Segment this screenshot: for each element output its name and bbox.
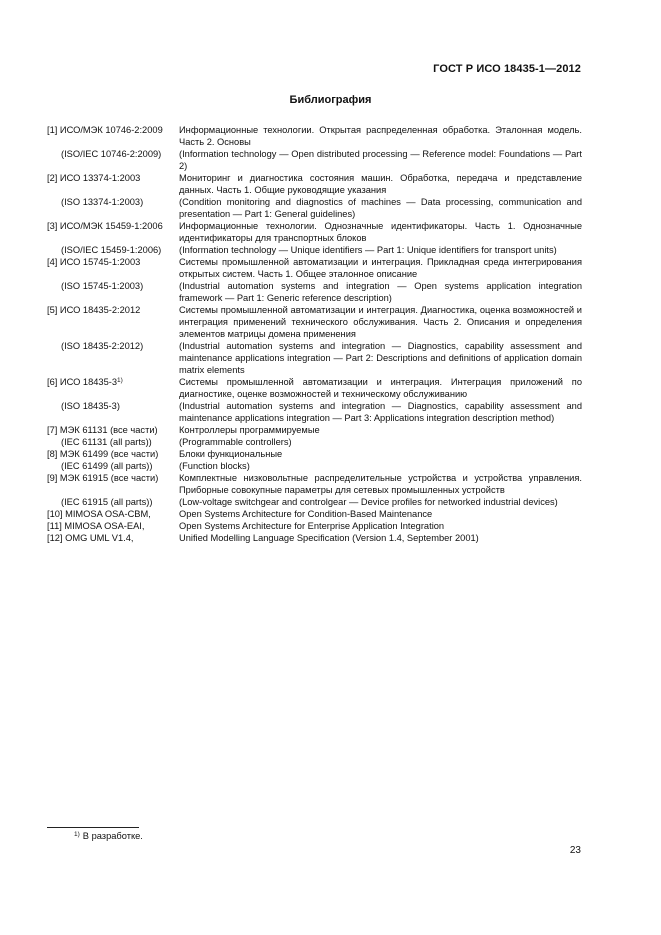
bibliography-entry [47,256,582,280]
bibliography-entry [47,124,582,148]
entry-reference-text: [6] ИСО 18435-3 [47,377,118,387]
bibliography-entry [47,496,582,508]
bibliography-entry [47,244,582,256]
bibliography-entry [47,424,582,436]
entry-title: (Information technology — Open distributed processing — Reference model: Foundations — Part 2) [179,149,582,171]
entry-title: Информационные технологии. Однозначные идентификаторы. Часть 1. Однозначные идентификаторы для транспортных блоков [179,221,582,243]
entry-title: Системы промышленной автоматизации и интеграция. Диагностика, оценка возможностей и интеграция применений технического обслуживания. Часть 2. Описания и определения элементов матрицы домена применения [179,305,582,339]
standard-designation: ГОСТ Р ИСО 18435-1—2012 [433,63,581,75]
bibliography-entry [47,304,582,340]
entry-reference-text: (IEC 61499 (all parts)) [61,461,153,471]
entry-reference-text: [3] ИСО/МЭК 15459-1:2006 [47,221,163,231]
footnote-mark: 1) [74,831,80,838]
entry-reference-text: (IEC 61131 (all parts)) [61,437,152,447]
entry-reference [47,196,179,220]
entry-title: (Function blocks) [179,461,250,471]
entry-reference-text: (ISO/IEC 10746-2:2009) [61,149,162,159]
entry-title: (Industrial automation systems and integration — Diagnostics, capability assessment and maintenance applications integration — Part 2: Descriptions and definitions of application domain matrix elements [179,341,582,375]
entry-reference-text: [10] MIMOSA OSA-CBM, [47,509,151,519]
page-number: 23 [569,845,581,856]
entry-reference [47,280,179,304]
entry-title: Системы промышленной автоматизации и интеграция. Интеграция приложений по диагностике, оценке возможностей и техническому обслуживанию [179,377,582,399]
bibliography-entry [47,436,582,448]
entry-reference [47,172,179,196]
entry-title: (Industrial automation systems and integration — Diagnostics, capability assessment and maintenance applications integration — Part 3: Applications integration description method) [179,401,582,423]
footnote-reference-mark: 1) [117,377,123,384]
entry-title: Системы промышленной автоматизации и интеграция. Прикладная среда интегрирования открытых систем. Часть 1. Общее эталонное описание [179,257,582,279]
entry-title: Контроллеры программируемые [179,425,320,435]
bibliography-entry [47,520,582,532]
entry-title: Open Systems Architecture for Condition-Based Maintenance [179,509,433,519]
entry-reference-text: [12] OMG UML V1.4, [47,533,134,543]
bibliography-entry [47,400,582,424]
footnote [74,831,143,841]
bibliography-entry [47,196,582,220]
entry-reference-text: (ISO 18435-2:2012) [61,341,144,351]
entry-reference [47,460,179,472]
entry-reference-text: (IEC 61915 (all parts)) [61,497,153,507]
bibliography-entry [47,508,582,520]
entry-reference [47,520,179,532]
bibliography-entry [47,472,582,496]
entry-title: (Programmable controllers) [179,437,292,447]
footnote-divider [47,827,139,828]
entry-reference [47,424,179,436]
entry-reference-text: [8] МЭК 61499 (все части) [47,449,159,459]
entry-reference [47,304,179,340]
entry-reference-text: [11] MIMOSA OSA-EAI, [47,521,145,531]
entry-title: Информационные технологии. Открытая распределенная обработка. Эталонная модель. Часть 2. Основы [179,125,582,147]
bibliography-entry [47,376,582,400]
entry-title: (Industrial automation systems and integration — Open systems application integration framework — Part 1: Generic reference description) [179,281,582,303]
bibliography-entry [47,280,582,304]
bibliography-entry [47,220,582,244]
entry-reference [47,508,179,520]
entry-reference-text: (ISO 18435-3) [61,401,120,411]
entry-reference-text: (ISO 15745-1:2003) [61,281,144,291]
entry-reference [47,340,179,376]
bibliography-entry [47,172,582,196]
entry-reference-text: [5] ИСО 18435-2:2012 [47,305,141,315]
entry-reference [47,256,179,280]
entry-title: (Low-voltage switchgear and controlgear — Device profiles for networked industrial devices) [179,497,558,507]
entry-title: Комплектные низковольтные распределительные устройства и устройства управления. Приборные совокупные параметры для сетевых промышленных устройств [179,473,582,495]
entry-reference-text: [9] МЭК 61915 (все части) [47,473,159,483]
entry-reference [47,532,179,544]
entry-reference-text: [2] ИСО 13374-1:2003 [47,173,141,183]
entry-reference [47,376,179,400]
bibliography-entry [47,148,582,172]
entry-title: Мониторинг и диагностика состояния машин. Обработка, передача и представление данных. Часть 1. Общие руководящие указания [179,173,582,195]
entry-title: Open Systems Architecture for Enterprise Application Integration [179,521,445,531]
entry-title: (Information technology — Unique identifiers — Part 1: Unique identifiers for transport units) [179,245,557,255]
bibliography-list [47,124,582,544]
entry-reference [47,220,179,244]
entry-reference-text: (ISO/IEC 15459-1:2006) [61,245,162,255]
entry-reference-text: (ISO 13374-1:2003) [61,197,144,207]
entry-reference [47,124,179,148]
footnote-text: В разработке. [82,831,143,841]
entry-reference [47,400,179,424]
entry-reference-text: [1] ИСО/МЭК 10746-2:2009 [47,125,163,135]
entry-reference [47,496,179,508]
entry-reference [47,244,179,256]
bibliography-entry [47,532,582,544]
bibliography-title: Библиография [289,94,372,106]
entry-reference [47,436,179,448]
bibliography-entry [47,460,582,472]
entry-title: (Condition monitoring and diagnostics of machines — Data processing, communication and presentation — Part 1: General guidelines) [179,197,582,219]
entry-reference [47,472,179,496]
bibliography-entry [47,340,582,376]
bibliography-entry [47,448,582,460]
entry-reference [47,148,179,172]
entry-reference-text: [7] МЭК 61131 (все части) [47,425,158,435]
entry-reference [47,448,179,460]
entry-reference-text: [4] ИСО 15745-1:2003 [47,257,141,267]
entry-title: Блоки функциональные [179,449,283,459]
entry-title: Unified Modelling Language Specification (Version 1.4, September 2001) [179,533,479,543]
